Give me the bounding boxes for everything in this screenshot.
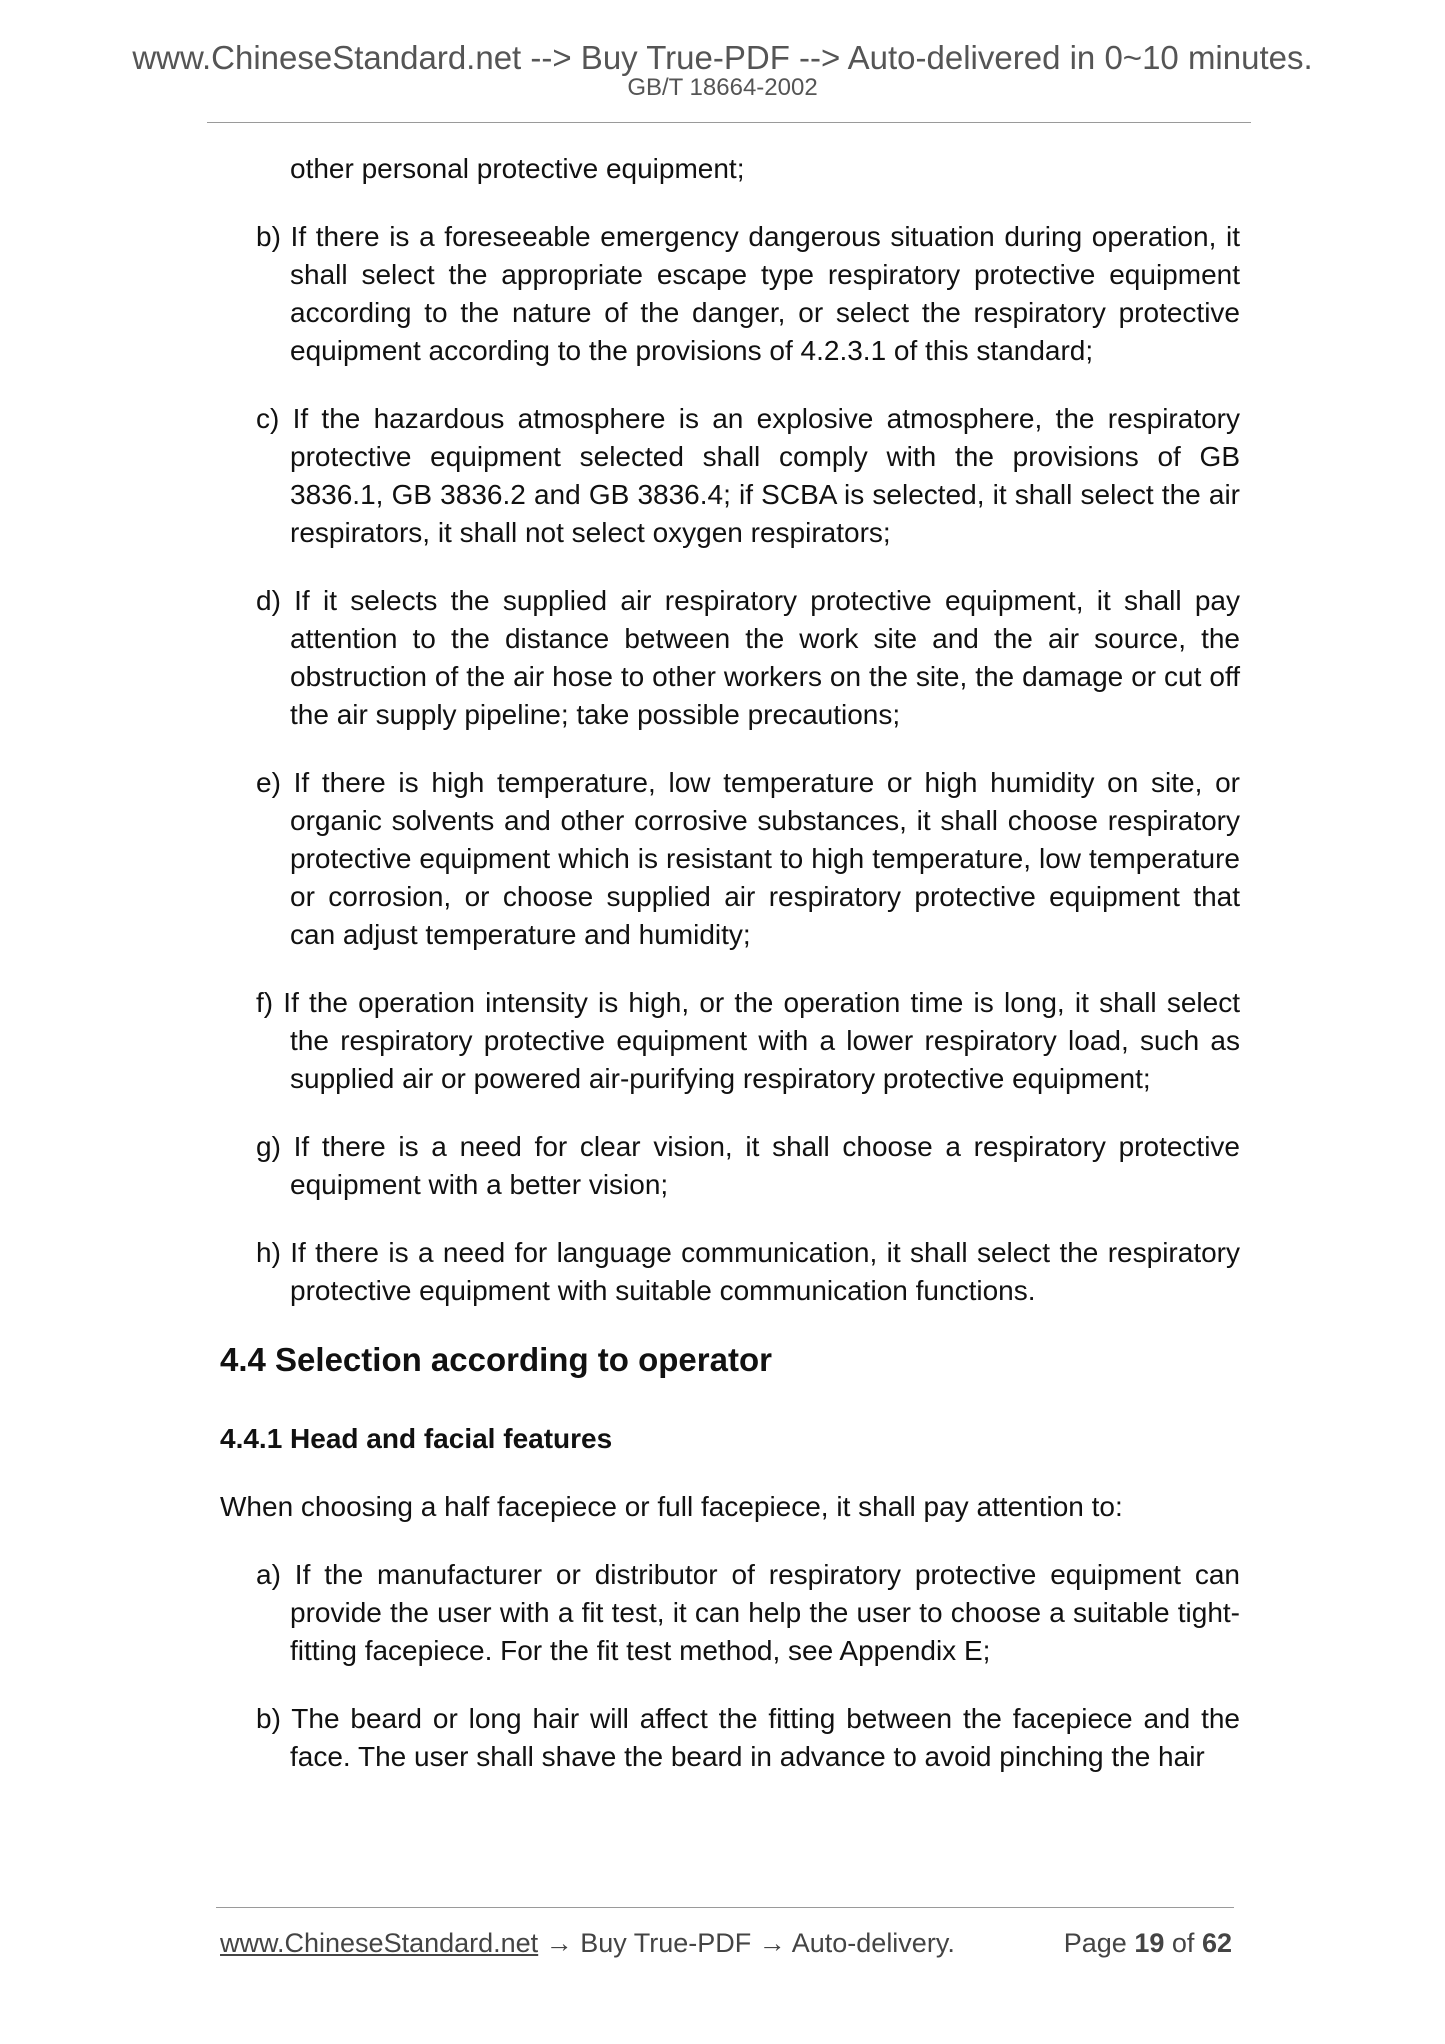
page-footer [220, 1925, 1232, 1961]
list-item: f) If the operation intensity is high, or the operation time is long, it shall select the respiratory protective equipment with a lower respiratory load, such as supplied air or powered air-purifying respiratory protective equipment; [256, 987, 1240, 1094]
header-divider [207, 122, 1251, 123]
footer-site-link[interactable]: www.ChineseStandard.net [220, 1928, 539, 1958]
footer-divider [216, 1907, 1234, 1908]
top-banner: www.ChineseStandard.net --> Buy True-PDF --> Auto-delivered in 0~10 minutes. [132, 39, 1313, 76]
of-label: of [1171, 1928, 1195, 1958]
page-indicator [1064, 1925, 1232, 1961]
list-item: a) If the manufacturer or distributor of respiratory protective equipment can provide the user with a fit test, it can help the user to choose a suitable tight-fitting facepiece. For the fit test method, see Appendix E; [256, 1559, 1240, 1666]
page-label: Page [1063, 1928, 1127, 1958]
list-item: c) If the hazardous atmosphere is an explosive atmosphere, the respiratory protective equipment selected shall comply with the provisions of GB 3836.1, GB 3836.2 and GB 3836.4; if SCBA is selected, it shall select the air respirators, it shall not select oxygen respirators; [256, 403, 1240, 548]
continuation-line: other personal protective equipment; [290, 153, 745, 184]
page-content [220, 150, 1240, 1806]
list-item: d) If it selects the supplied air respiratory protective equipment, it shall pay attention to the distance between the work site and the air source, the obstruction of the air hose to other workers on the site, the damage or cut off the air supply pipeline; take possible precautions; [256, 585, 1240, 730]
list-item: b) The beard or long hair will affect the fitting between the facepiece and the face. The user shall shave the beard in advance to avoid pinching the hair [256, 1703, 1240, 1772]
page-number: 19 [1134, 1928, 1165, 1958]
intro-paragraph: When choosing a half facepiece or full facepiece, it shall pay attention to: [220, 1491, 1123, 1522]
list-item: e) If there is high temperature, low temperature or high humidity on site, or organic solvents and other corrosive substances, it shall choose respiratory protective equipment which is resistant to high temperature, low temperature or corrosion, or choose supplied air respiratory protective equipment that can adjust temperature and humidity; [256, 767, 1240, 950]
section-heading: 4.4 Selection according to operator [220, 1341, 772, 1378]
list-item: g) If there is a need for clear vision, it shall choose a respiratory protective equipment with a better vision; [256, 1131, 1240, 1200]
footer-tagline: → Buy True-PDF → Auto-delivery. [538, 1928, 955, 1958]
document-code: GB/T 18664-2002 [627, 74, 818, 101]
page-total: 62 [1201, 1928, 1232, 1958]
list-item: b) If there is a foreseeable emergency dangerous situation during operation, it shall select the appropriate escape type respiratory protective equipment according to the nature of the danger, or select the respiratory protective equipment according to the provisions of 4.2.3.1 of this standard; [256, 221, 1240, 366]
list-item: h) If there is a need for language communication, it shall select the respiratory protective equipment with suitable communication functions. [256, 1237, 1240, 1306]
subsection-heading: 4.4.1 Head and facial features [220, 1423, 613, 1454]
footer-left [220, 1925, 955, 1961]
